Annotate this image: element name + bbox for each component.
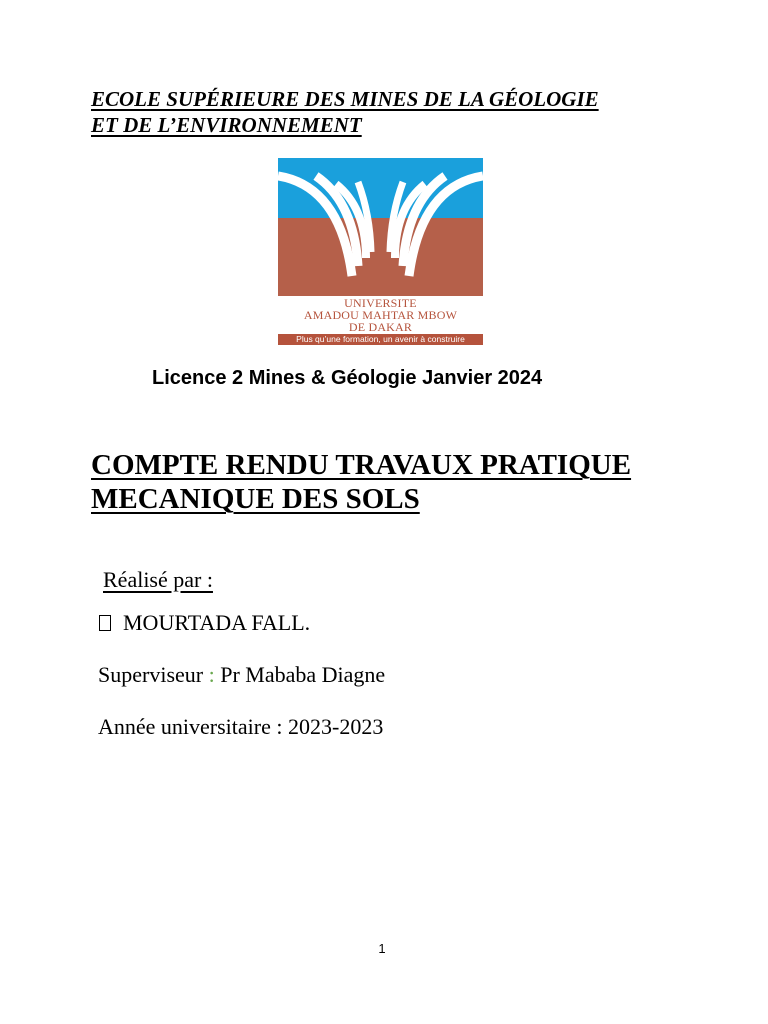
school-name-line1-row (91, 86, 691, 112)
supervisor-label: Superviseur (98, 662, 204, 687)
page-number: 1 (378, 941, 386, 956)
school-name-line2-row (91, 112, 691, 138)
school-name (91, 86, 691, 138)
logo-emblem (278, 158, 483, 296)
supervisor-name: Pr Mababa Diagne (220, 662, 386, 687)
author-name: MOURTADA FALL. (123, 610, 311, 635)
logo-tagline: Plus qu’une formation, un avenir à construire (278, 334, 483, 345)
logo-university-line3: DE DAKAR (348, 320, 413, 334)
report-title-line2-row (91, 482, 731, 516)
school-name-line2: ET DE L’ENVIRONNEMENT (91, 113, 362, 137)
supervisor-entry (98, 661, 385, 689)
school-name-line1: ECOLE SUPÉRIEURE DES MINES DE LA GÉOLOGIE (91, 87, 599, 111)
university-logo (278, 158, 483, 346)
report-title-line2: MECANIQUE DES SOLS (91, 483, 420, 515)
logo-university-line2: AMADOU MAHTAR MBOW (303, 308, 458, 322)
logo-university-line1: UNIVERSITE (344, 296, 417, 310)
report-title-line1-row (91, 448, 731, 482)
program-label: Licence 2 Mines & Géologie Janvier 2024 (152, 367, 543, 389)
report-title-line1: COMPTE RENDU TRAVAUX PRATIQUE (91, 449, 632, 481)
report-title (91, 448, 731, 516)
bullet-box-icon (99, 615, 111, 631)
supervisor-colon: : (208, 662, 215, 687)
author-entry (99, 609, 310, 637)
academic-year: Année universitaire : 2023-2023 (98, 714, 384, 739)
logo-earth (278, 218, 483, 296)
realise-par-label: Réalisé par : (103, 567, 213, 592)
